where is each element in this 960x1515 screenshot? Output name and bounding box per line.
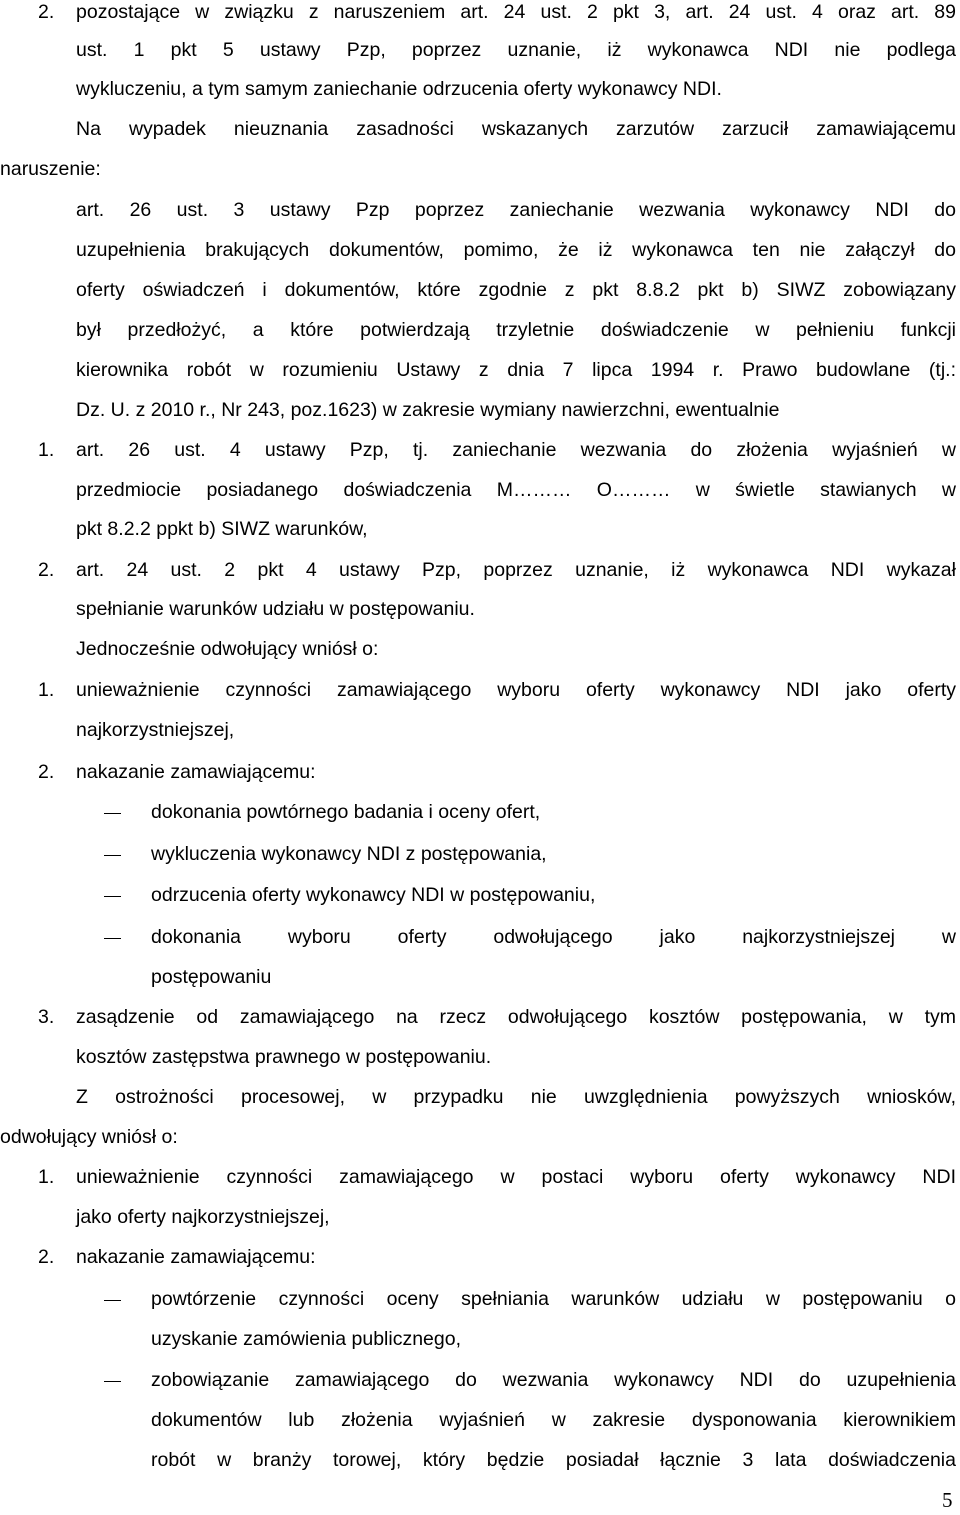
text-line: art. 26 ust. 4 ustawy Pzp, tj. zaniechanie wezwania do złożenia wyjaśnień w xyxy=(76,439,956,461)
text-line: kosztów zastępstwa prawnego w postępowaniu. xyxy=(76,1046,492,1068)
text-line: wykluczeniu, a tym samym zaniechanie odrzucenia oferty wykonawcy NDI. xyxy=(76,78,722,100)
text-line: Dz. U. z 2010 r., Nr 243, poz.1623) w zakresie wymiany nawierzchni, ewentualnie xyxy=(76,399,780,421)
text-line: dokonania powtórnego badania i oceny ofert, xyxy=(151,801,541,823)
text-line: wykluczenia wykonawcy NDI z postępowania, xyxy=(151,843,547,865)
text-line: unieważnienie czynności zamawiającego w postaci wyboru oferty wykonawcy NDI xyxy=(76,1166,956,1188)
list-number: 2. xyxy=(38,1,55,23)
text-line: naruszenie: xyxy=(0,158,101,180)
text-line: odwołujący wniósł o: xyxy=(0,1126,178,1148)
bullet-dash xyxy=(104,938,121,939)
text-line: zobowiązanie zamawiającego do wezwania wykonawcy NDI do uzupełnienia xyxy=(151,1369,956,1391)
list-number: 1. xyxy=(38,1166,55,1188)
text-line: Jednocześnie odwołujący wniósł o: xyxy=(76,638,379,660)
bullet-dash xyxy=(104,1381,121,1382)
text-line: nakazanie zamawiającemu: xyxy=(76,761,316,783)
text-line: oferty oświadczeń i dokumentów, które zgodnie z pkt 8.8.2 pkt b) SIWZ zobowiązany xyxy=(76,279,956,301)
bullet-dash xyxy=(104,855,121,856)
list-number: 1. xyxy=(38,439,55,461)
bullet-dash xyxy=(104,896,121,897)
text-line: Na wypadek nieuznania zasadności wskazanych zarzutów zarzucił zamawiającemu xyxy=(76,118,956,140)
text-line: robót w branży torowej, który będzie posiadał łącznie 3 lata doświadczenia xyxy=(151,1449,956,1471)
text-line: najkorzystniejszej, xyxy=(76,719,235,741)
text-line: Z ostrożności procesowej, w przypadku nie uwzględnienia powyższych wniosków, xyxy=(76,1086,956,1108)
bullet-dash xyxy=(104,1300,121,1301)
bullet-dash xyxy=(104,813,121,814)
list-number: 1. xyxy=(38,679,55,701)
text-line: powtórzenie czynności oceny spełniania warunków udziału w postępowaniu o xyxy=(151,1288,956,1310)
text-line: pozostające w związku z naruszeniem art. 24 ust. 2 pkt 3, art. 24 ust. 4 oraz art. 89 xyxy=(76,1,956,23)
page-number: 5 xyxy=(942,1488,953,1512)
list-number: 2. xyxy=(38,1246,55,1268)
text-line: uzyskanie zamówienia publicznego, xyxy=(151,1328,462,1350)
text-line: spełnianie warunków udziału w postępowaniu. xyxy=(76,598,475,620)
text-line: dokumentów lub złożenia wyjaśnień w zakresie dysponowania kierownikiem xyxy=(151,1409,956,1431)
text-line: przedmiocie posiadanego doświadczenia M……… O……… w świetle stawianych w xyxy=(76,479,956,501)
text-line: art. 26 ust. 3 ustawy Pzp poprzez zaniechanie wezwania wykonawcy NDI do xyxy=(76,199,956,221)
text-line: uzupełnienia brakujących dokumentów, pomimo, że iż wykonawca ten nie załączył do xyxy=(76,239,956,261)
text-line: był przedłożyć, a które potwierdzają trzyletnie doświadczenie w pełnieniu funkcji xyxy=(76,319,956,341)
list-number: 2. xyxy=(38,559,55,581)
text-line: nakazanie zamawiającemu: xyxy=(76,1246,316,1268)
text-line: unieważnienie czynności zamawiającego wyboru oferty wykonawcy NDI jako oferty xyxy=(76,679,956,701)
text-line: dokonania wyboru oferty odwołującego jako najkorzystniejszej w xyxy=(151,926,956,948)
text-line: pkt 8.2.2 ppkt b) SIWZ warunków, xyxy=(76,518,368,540)
text-line: zasądzenie od zamawiającego na rzecz odwołującego kosztów postępowania, w tym xyxy=(76,1006,956,1028)
text-line: kierownika robót w rozumieniu Ustawy z dnia 7 lipca 1994 r. Prawo budowlane (tj.: xyxy=(76,359,956,381)
list-number: 3. xyxy=(38,1006,55,1028)
text-line: art. 24 ust. 2 pkt 4 ustawy Pzp, poprzez uznanie, iż wykonawca NDI wykazał xyxy=(76,559,956,581)
text-line: postępowaniu xyxy=(151,966,272,988)
list-number: 2. xyxy=(38,761,55,783)
text-line: jako oferty najkorzystniejszej, xyxy=(76,1206,330,1228)
text-line: ust. 1 pkt 5 ustawy Pzp, poprzez uznanie, iż wykonawca NDI nie podlega xyxy=(76,39,956,61)
text-line: odrzucenia oferty wykonawcy NDI w postępowaniu, xyxy=(151,884,596,906)
